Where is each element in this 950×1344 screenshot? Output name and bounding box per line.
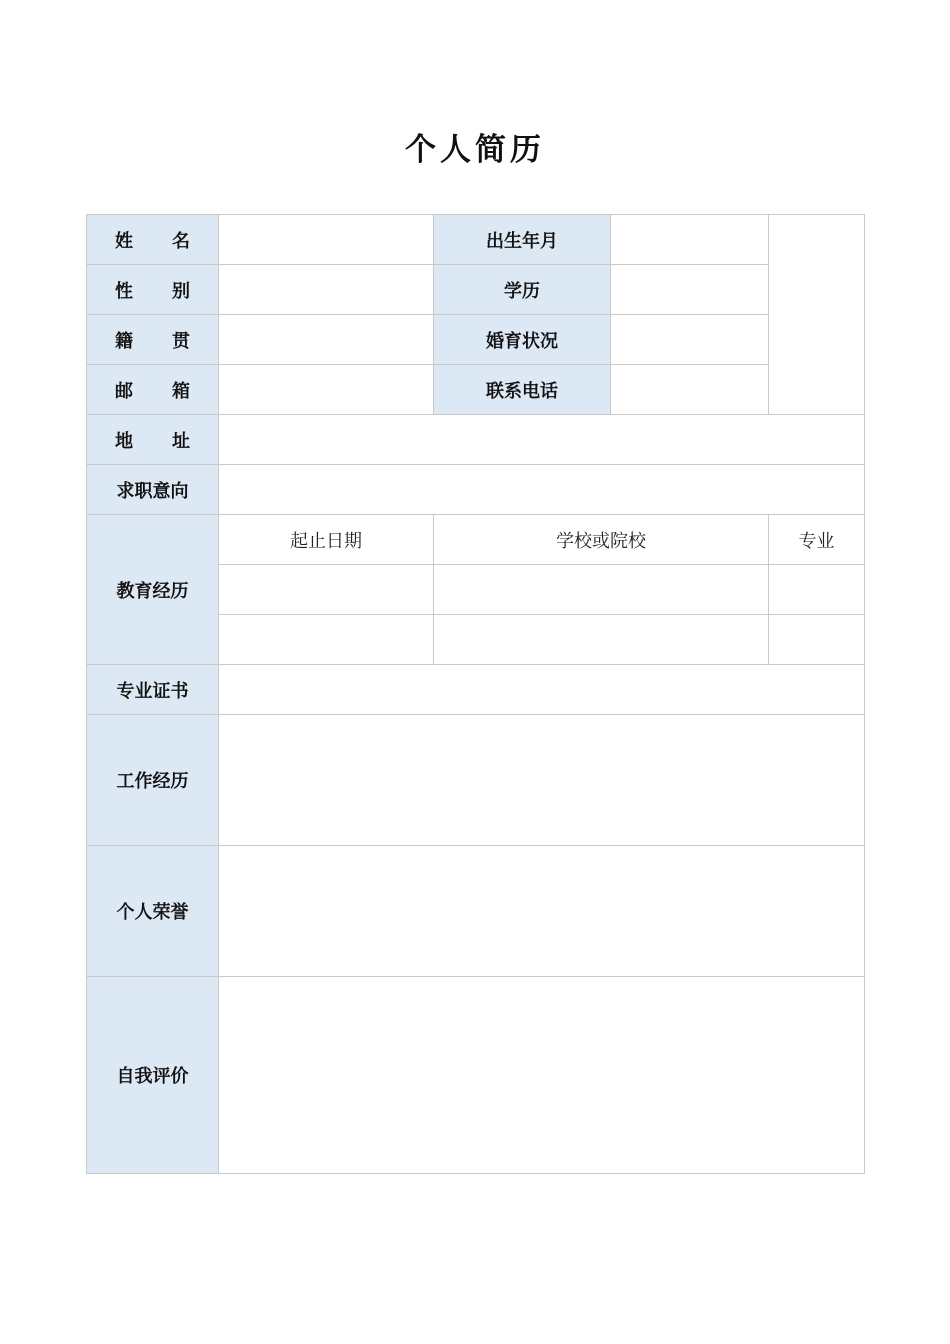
label-gender: 性 别 (87, 265, 219, 315)
resume-table (86, 214, 865, 1174)
edu-major-cell[interactable] (769, 615, 865, 665)
phone-value-cell[interactable] (611, 365, 769, 415)
name-value-cell[interactable] (219, 215, 434, 265)
row-address (87, 415, 865, 465)
native-value-cell[interactable] (219, 315, 434, 365)
label-self-eval: 自我评价 (87, 977, 219, 1174)
label-honors: 个人荣誉 (87, 846, 219, 977)
honors-value-cell[interactable] (219, 846, 865, 977)
label-birth: 出生年月 (434, 215, 611, 265)
label-name: 姓 名 (87, 215, 219, 265)
row-gender (87, 265, 865, 315)
row-native (87, 315, 865, 365)
intention-value-cell[interactable] (219, 465, 865, 515)
row-cert (87, 665, 865, 715)
edu-date-cell[interactable] (219, 565, 434, 615)
edu-date-cell[interactable] (219, 615, 434, 665)
gender-value-cell[interactable] (219, 265, 434, 315)
label-intention: 求职意向 (87, 465, 219, 515)
marital-value-cell[interactable] (611, 315, 769, 365)
work-value-cell[interactable] (219, 715, 865, 846)
birth-value-cell[interactable] (611, 215, 769, 265)
education-value-cell[interactable] (611, 265, 769, 315)
row-intention (87, 465, 865, 515)
edu-school-cell[interactable] (434, 565, 769, 615)
label-native: 籍 贯 (87, 315, 219, 365)
label-work: 工作经历 (87, 715, 219, 846)
row-self-eval (87, 977, 865, 1174)
label-education: 学历 (434, 265, 611, 315)
edu-header-major: 专业 (769, 515, 865, 565)
edu-header-school: 学校或院校 (434, 515, 769, 565)
row-work (87, 715, 865, 846)
label-address: 地 址 (87, 415, 219, 465)
label-email: 邮 箱 (87, 365, 219, 415)
self-eval-value-cell[interactable] (219, 977, 865, 1174)
cert-value-cell[interactable] (219, 665, 865, 715)
row-edu-header (87, 515, 865, 565)
label-phone: 联系电话 (434, 365, 611, 415)
row-honors (87, 846, 865, 977)
email-value-cell[interactable] (219, 365, 434, 415)
label-edu-history: 教育经历 (87, 515, 219, 665)
edu-header-date: 起止日期 (219, 515, 434, 565)
page-title: 个人简历 (405, 132, 545, 168)
edu-major-cell[interactable] (769, 565, 865, 615)
photo-cell[interactable] (769, 215, 865, 415)
address-value-cell[interactable] (219, 415, 865, 465)
edu-school-cell[interactable] (434, 615, 769, 665)
label-cert: 专业证书 (87, 665, 219, 715)
row-name (87, 215, 865, 265)
label-marital: 婚育状况 (434, 315, 611, 365)
row-email (87, 365, 865, 415)
